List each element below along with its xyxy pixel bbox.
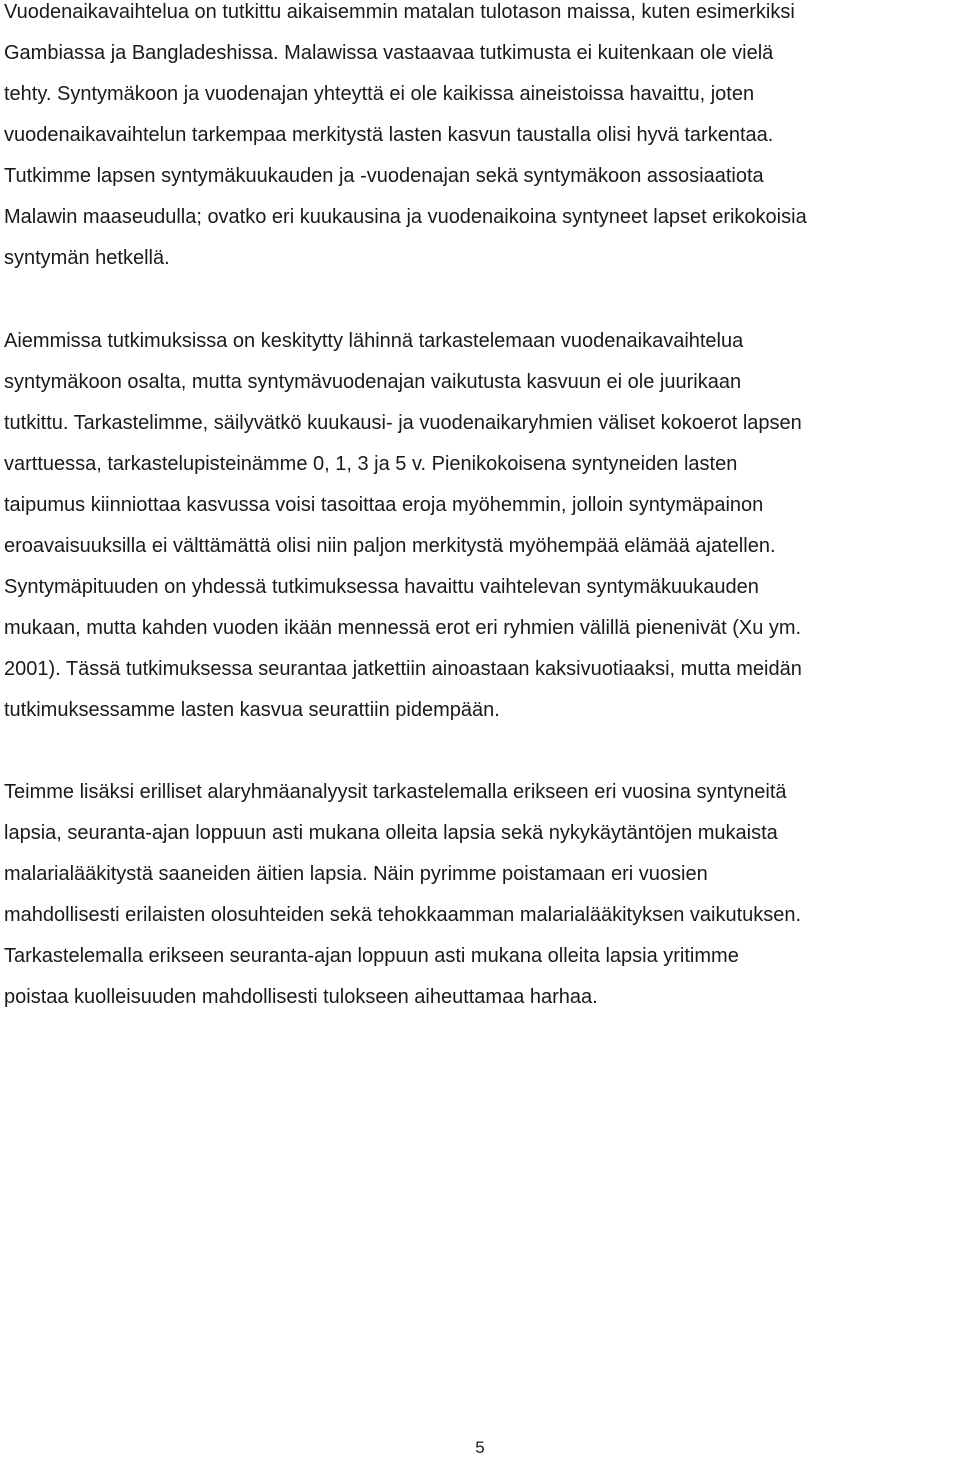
text-line: syntymäkoon osalta, mutta syntymävuodenajan vaikutusta kasvuun ei ole juurikaan [4, 371, 742, 393]
text-line: eroavaisuuksilla ei välttämättä olisi niin paljon merkitystä myöhempää elämää ajatellen. [4, 535, 776, 557]
text-line: 2001). Tässä tutkimuksessa seurantaa jatkettiin ainoastaan kaksivuotiaaksi, mutta meidän [4, 658, 802, 680]
text-line: Syntymäpituuden on yhdessä tutkimuksessa havaittu vaihtelevan syntymäkuukauden [4, 576, 759, 598]
text-line: Vuodenaikavaihtelua on tutkittu aikaisemmin matalan tulotason maissa, kuten esimerkiksi [4, 1, 795, 23]
text-line: Tarkastelemalla erikseen seuranta-ajan loppuun asti mukana olleita lapsia yritimme [4, 945, 739, 967]
text-line: tutkimuksessamme lasten kasvua seurattiin pidempään. [4, 699, 500, 721]
text-line: mukaan, mutta kahden vuoden ikään mennessä erot eri ryhmien välillä pienenivät (Xu ym. [4, 617, 802, 639]
text-line: Malawin maaseudulla; ovatko eri kuukausina ja vuodenaikoina syntyneet lapset erikokoisia [4, 206, 807, 228]
text-line: varttuessa, tarkastelupisteinämme 0, 1, 3 ja 5 v. Pienikokoisena syntyneiden lasten [4, 453, 738, 475]
text-line: tutkittu. Tarkastelimme, säilyvätkö kuukausi- ja vuodenaikaryhmien väliset kokoerot lapsen [4, 412, 802, 434]
page-number: 5 [475, 1438, 485, 1457]
text-line: vuodenaikavaihtelun tarkempaa merkitystä lasten kasvun taustalla olisi hyvä tarkentaa. [4, 124, 774, 146]
text-line: syntymän hetkellä. [4, 247, 170, 269]
text-line: taipumus kiinniottaa kasvussa voisi tasoittaa eroja myöhemmin, jolloin syntymäpainon [4, 494, 764, 516]
text-line: lapsia, seuranta-ajan loppuun asti mukana olleita lapsia sekä nykykäytäntöjen mukaista [4, 822, 778, 844]
text-line: Gambiassa ja Bangladeshissa. Malawissa vastaavaa tutkimusta ei kuitenkaan ole vielä [4, 42, 774, 64]
text-line: mahdollisesti erilaisten olosuhteiden sekä tehokkaamman malarialääkityksen vaikutuksen. [4, 904, 802, 926]
text-line: Aiemmissa tutkimuksissa on keskitytty lähinnä tarkastelemaan vuodenaikavaihtelua [4, 330, 744, 352]
text-line: Tutkimme lapsen syntymäkuukauden ja -vuodenajan sekä syntymäkoon assosiaatiota [4, 165, 764, 187]
text-line: malarialääkitystä saaneiden äitien lapsia. Näin pyrimme poistamaan eri vuosien [4, 863, 708, 885]
text-line: tehty. Syntymäkoon ja vuodenajan yhteyttä ei ole kaikissa aineistoissa havaittu, joten [4, 83, 755, 105]
text-line: Teimme lisäksi erilliset alaryhmäanalyysit tarkastelemalla erikseen eri vuosina syntyneitä [4, 781, 787, 803]
text-line: poistaa kuolleisuuden mahdollisesti tulokseen aiheuttamaa harhaa. [4, 986, 598, 1008]
